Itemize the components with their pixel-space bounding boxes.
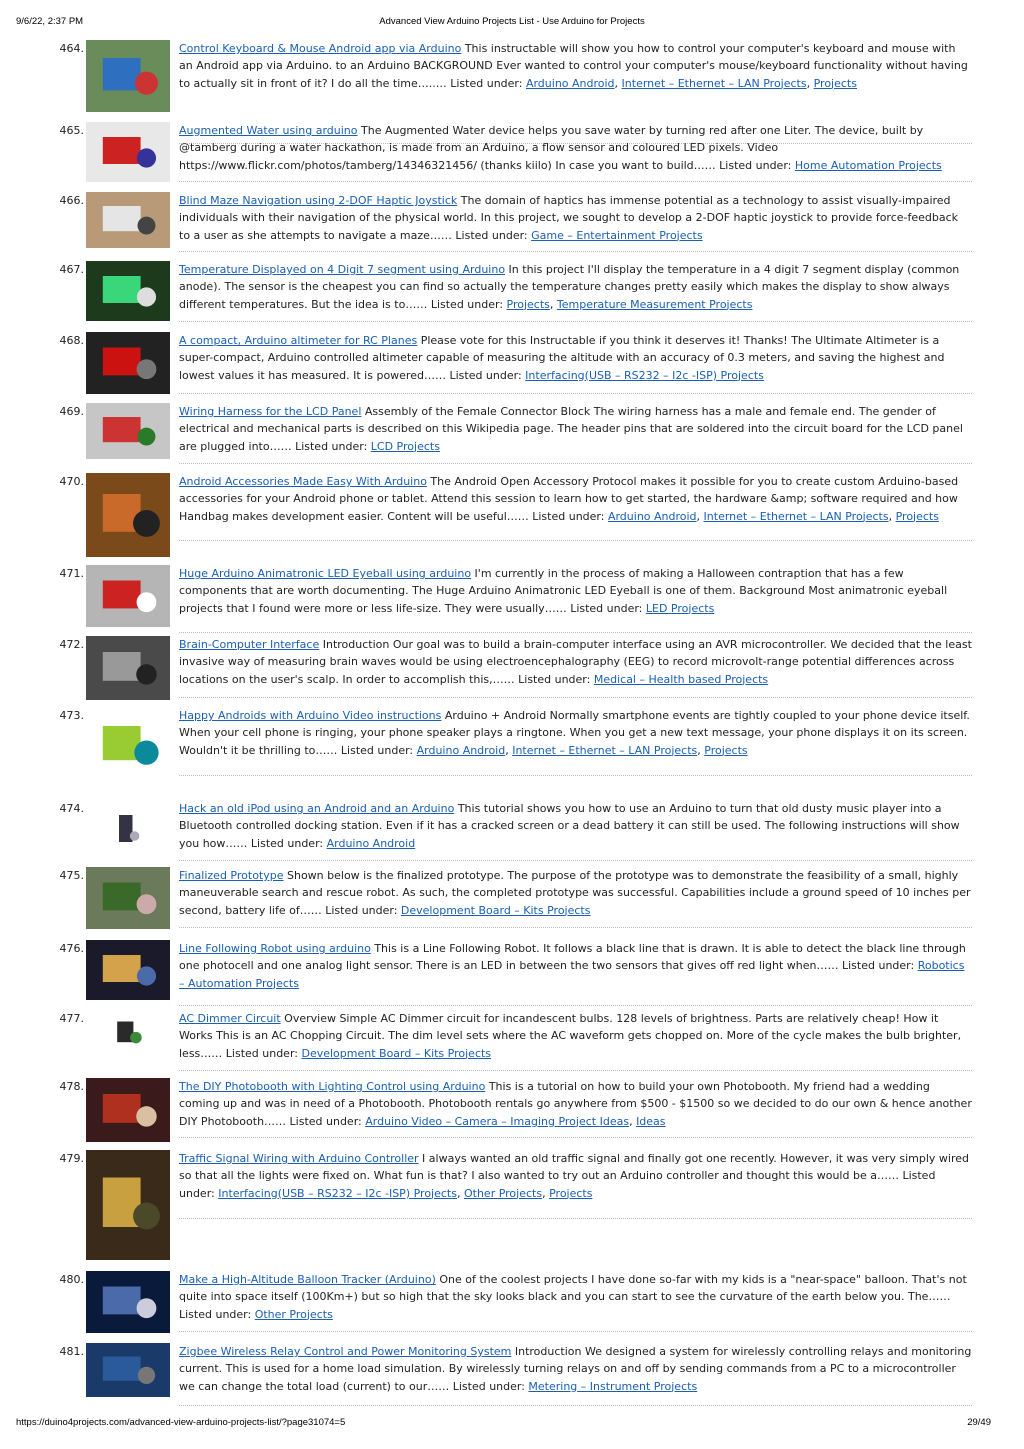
- project-title-link[interactable]: The DIY Photobooth with Lighting Control using Arduino: [179, 1080, 486, 1093]
- category-tag-link[interactable]: Medical – Health based Projects: [593, 672, 769, 686]
- category-tag-link[interactable]: Home Automation Projects: [794, 158, 942, 172]
- category-tag-link[interactable]: Development Board – Kits Projects: [400, 903, 591, 917]
- print-footer: [0, 1417, 1024, 1433]
- item-text: The DIY Photobooth with Lighting Control using Arduino This is a tutorial on how to build your own Photobooth. My friend had a wedding coming up and was in need of a Photobooth. Photobooth rentals go anywhere from $500 - $1500 so we decided to do our own & hence another DIY Photobooth…… Listed under: Arduino Video – Camera – Imaging Project Ideas, Ideas: [179, 1080, 972, 1128]
- category-tag-link[interactable]: Robotics – Automation Projects: [179, 959, 965, 990]
- page-number: 29/49: [967, 1417, 991, 1428]
- print-date: 9/6/22, 2:37 PM: [16, 16, 84, 27]
- item-number: 474.: [59, 802, 84, 815]
- project-description: This is a tutorial on how to build your own Photobooth. My friend had a wedding coming up and was in need of a Photobooth. Photobooth rentals go anywhere from $500 - $1500 so we decided to do our own & hence another DIY Photobooth…… Listed under:: [179, 1080, 972, 1128]
- item-number: 466.: [59, 194, 84, 207]
- divider: [179, 1005, 972, 1006]
- divider: [179, 463, 972, 464]
- category-tag-link[interactable]: Arduino Video – Camera – Imaging Project Ideas: [365, 1114, 630, 1128]
- project-description: This is a Line Following Robot. It follows a black line that is drawn. It is able to detect the black line through one photocell and one analog light sensor. There is an LED in between the two sensors that gives off red light when…… Listed under:: [179, 942, 966, 973]
- category-tag-link[interactable]: Game – Entertainment Projects: [531, 228, 703, 242]
- zigbee-relay-thumbnail[interactable]: [86, 1343, 170, 1397]
- divider: [179, 1331, 972, 1332]
- item-number: 468.: [59, 334, 84, 347]
- item-text: [179, 1271, 972, 1323]
- item-text: Happy Androids with Arduino Video instructions Arduino + Android Normally smartphone events are tightly coupled to your phone device itself. When your cell phone is ringing, your phone speaker plays a ringtone. When you get a new text message, your phone displays it on its screen. Wouldn't it be thrilling to…… Listed under: Arduino Android, Internet – Ethernet – LAN Projects, Projects: [179, 709, 970, 757]
- item-number: 470.: [59, 475, 84, 488]
- project-title-link[interactable]: Hack an old iPod using an Android and an Arduino: [179, 802, 455, 815]
- project-title-link[interactable]: A compact, Arduino altimeter for RC Planes: [179, 334, 418, 347]
- project-title-link[interactable]: Wiring Harness for the LCD Panel: [179, 405, 362, 418]
- item-text: [179, 1010, 972, 1062]
- category-tag-link[interactable]: Other Projects: [463, 1186, 543, 1200]
- item-text: Control Keyboard & Mouse Android app via Arduino This instructable will show you how to control your computer's keyboard and mouse with an Android app via Arduino. to an Arduino BACKGROUND Ever wanted to control your computer's mouse/keyboard functionality without having to actually sit in front of it? I do all the time…..… Listed under: Arduino Android, Internet – Ethernet – LAN Projects, Projects: [179, 42, 968, 90]
- item-number: 477.: [59, 1012, 84, 1025]
- item-text: [179, 636, 972, 688]
- page-url: https://duino4projects.com/advanced-view-arduino-projects-list/?page31074=5: [16, 1417, 346, 1428]
- project-title-link[interactable]: Blind Maze Navigation using 2-DOF Haptic Joystick: [179, 194, 458, 207]
- traffic-signal-thumbnail[interactable]: [86, 1150, 170, 1260]
- item-text: Traffic Signal Wiring with Arduino Controller I always wanted an old traffic signal and finally got one recently. However, it was very simply wired so that all the lights were fixed on. What fun is that? I also wanted to try out an Arduino controller and thought this would be a…… Listed under: Interfacing(USB – RS232 – I2c -ISP) Projects, Other Projects, Projects: [179, 1152, 970, 1200]
- 7-segment-temperature-thumbnail[interactable]: [86, 261, 170, 321]
- divider: [179, 775, 972, 776]
- ipod-hack-thumbnail[interactable]: [113, 800, 143, 860]
- category-tag-link[interactable]: Internet – Ethernet – LAN Projects: [621, 76, 807, 90]
- project-description: This tutorial shows you how to use an Arduino to turn that old dusty music player into a Bluetooth controlled docking station. Even if it has a cracked screen or a dead battery it can still be used. The following instructions will show you how…… Listed under:: [179, 802, 960, 850]
- item-number: 471.: [59, 567, 84, 580]
- project-title-link[interactable]: Finalized Prototype: [179, 869, 284, 882]
- project-title-link[interactable]: Zigbee Wireless Relay Control and Power Monitoring System: [179, 1345, 512, 1358]
- category-tag-link[interactable]: Arduino Android: [416, 743, 506, 757]
- project-title-link[interactable]: AC Dimmer Circuit: [179, 1012, 281, 1025]
- keyboard-mouse-arduino-thumbnail[interactable]: [86, 40, 170, 112]
- project-description: I always wanted an old traffic signal and finally got one recently. However, it was very simply wired so that all the lights were fixed on. What fun is that? I also wanted to try out an Arduino controller and thought this would be a…… Listed under:: [179, 1152, 970, 1200]
- project-title-link[interactable]: Control Keyboard & Mouse Android app via Arduino: [179, 42, 462, 55]
- item-text: [179, 403, 972, 455]
- balloon-tracker-thumbnail[interactable]: [86, 1271, 170, 1333]
- project-title-link[interactable]: Brain-Computer Interface: [179, 638, 320, 651]
- item-number: 464.: [59, 42, 84, 55]
- project-title-link[interactable]: Android Accessories Made Easy With Arduino: [179, 475, 427, 488]
- brain-computer-thumbnail[interactable]: [86, 636, 170, 700]
- item-number: 473.: [59, 709, 84, 722]
- divider: [179, 251, 972, 252]
- project-description: Introduction We designed a system for wirelessly controlling relays and monitoring current. This is used for a home load simulation. By wirelessly turning relays on and off by sending commands from a PC to a microcontroller we can change the total load (current) to our…… Listed under:: [179, 1345, 972, 1393]
- project-description: This instructable will show you how to control your computer's keyboard and mouse with an Android app via Arduino. to an Arduino BACKGROUND Ever wanted to control your computer's mouse/keyboard functionality without having to actually sit in front of it? I do all the time…..… Listed under:: [179, 42, 968, 90]
- finalized-prototype-thumbnail[interactable]: [86, 867, 170, 929]
- project-description: Assembly of the Female Connector Block The wiring harness has a male and female end. The gender of electrical and mechanical parts is described on this Wikipedia page. The header pins that are soldered into the circuit board for the LCD panel are plugged into…… Listed under:: [179, 405, 963, 453]
- item-number: 476.: [59, 942, 84, 955]
- divider: [179, 632, 972, 633]
- category-tag-link[interactable]: Interfacing(USB – RS232 – I2c -ISP) Projects: [218, 1186, 457, 1200]
- category-tag-link[interactable]: LED Projects: [645, 601, 715, 615]
- divider: [179, 697, 972, 698]
- divider: [179, 393, 972, 394]
- category-tag-link[interactable]: Arduino Android: [607, 509, 697, 523]
- divider: [179, 321, 972, 322]
- haptic-joystick-thumbnail[interactable]: [86, 192, 170, 248]
- divider: [179, 181, 972, 182]
- item-number: 467.: [59, 263, 84, 276]
- category-tag-link[interactable]: Projects: [895, 509, 939, 523]
- category-tag-link[interactable]: Projects: [506, 297, 550, 311]
- project-description: Please vote for this Instructable if you think it deserves it! Thanks! The Ultimate Altimeter is a super-compact, Arduino controlled altimeter capable of measuring the altitude with an accuracy of 0.3 meters, and saving the highest and lowest values it has measured. It is powered…… Listed under:: [179, 334, 945, 382]
- project-description: Shown below is the finalized prototype. The purpose of the prototype was to demonstrate the feasibility of a small, highly maneuverable search and rescue robot. As such, the completed prototype was successful. Capabilities include a ground speed of 10 inches per second, battery life of…… Listed under:: [179, 869, 971, 917]
- project-description: One of the coolest projects I have done so-far with my kids is a "near-space" balloon. That's not quite into space itself (100Km+) but so high that the sky looks black and you can start to see the curvature of the earth below you. The…… Listed under:: [179, 1273, 967, 1321]
- divider: [179, 927, 972, 928]
- altimeter-thumbnail[interactable]: [86, 332, 170, 394]
- item-number: 475.: [59, 869, 84, 882]
- category-tag-link[interactable]: Temperature Measurement Projects: [556, 297, 753, 311]
- ac-dimmer-thumbnail[interactable]: [110, 1010, 146, 1056]
- item-text: Android Accessories Made Easy With Arduino The Android Open Accessory Protocol makes it possible for you to create custom Arduino-based accessories for your Android phone or tablet. Attend this session to learn how to get started, the hardware &amp; software required and how Handbag makes development easier. Content will be useful…… Listed under: Arduino Android, Internet – Ethernet – LAN Projects, Projects: [179, 475, 959, 523]
- project-description: The domain of haptics has immense potential as a technology to assist visually-impaired individuals with their navigation of the physical world. In this project, we sought to develop a 2-DOF haptic joystick to provide force-feedback to a user as she attempts to navigate a maze…… Listed under:: [179, 194, 959, 242]
- project-title-link[interactable]: Temperature Displayed on 4 Digit 7 segment using Arduino: [179, 263, 506, 276]
- project-description: Introduction Our goal was to build a brain-computer interface using an AVR microcontroller. We decided that the least invasive way of measuring brain waves would be using electroencephalography (EEG) to record microvolt-range potential differences across locations on the user's scalp. In order to accomplish this,…… Listed under:: [179, 638, 972, 686]
- happy-androids-thumbnail[interactable]: [86, 707, 170, 783]
- project-title-link[interactable]: Traffic Signal Wiring with Arduino Controller: [179, 1152, 419, 1165]
- project-title-link[interactable]: Make a High-Altitude Balloon Tracker (Arduino): [179, 1273, 436, 1286]
- item-text: Temperature Displayed on 4 Digit 7 segment using Arduino In this project I'll display the temperature in a 4 digit 7 segment display (common anode). The sensor is the cheapest you can find so actually the temperature changes pretty easily which makes the display to show always different temperatures. But the idea is to…… Listed under: Projects, Temperature Measurement Projects: [179, 263, 960, 311]
- item-number: 479.: [59, 1152, 84, 1165]
- divider: [179, 540, 972, 541]
- item-number: 480.: [59, 1273, 84, 1286]
- project-title-link[interactable]: Huge Arduino Animatronic LED Eyeball using arduino: [179, 567, 472, 580]
- page-title: Advanced View Arduino Projects List - Use Arduino for Projects: [379, 16, 645, 27]
- item-text: [179, 122, 972, 174]
- item-number: 472.: [59, 638, 84, 651]
- eyeball-thumbnail[interactable]: [86, 565, 170, 627]
- divider: [179, 1070, 972, 1071]
- project-description: I'm currently in the process of making a Halloween contraption that has a few components that are worth documenting. The Huge Arduino Animatronic LED Eyeball is one of them. Background Most animatronic eyeball projects that I found were more or less life-size. They were usually…… Listed under:: [179, 567, 948, 615]
- item-text: [179, 867, 972, 919]
- line-following-robot-thumbnail[interactable]: [86, 940, 170, 1000]
- project-description: Overview Simple AC Dimmer circuit for incandescent bulbs. 128 levels of brightness. Parts are relatively cheap! How it Works This is an AC Chopping Circuit. The dim level sets where the AC waveform gets chopped on. More of the cycle makes the bulb brighter, less…… Listed under:: [179, 1012, 962, 1060]
- divider: [179, 1137, 972, 1138]
- project-description: In this project I'll display the temperature in a 4 digit 7 segment display (common anode). The sensor is the cheapest you can find so actually the temperature changes pretty easily which makes the display to show always different temperatures. But the idea is to…… Listed under:: [179, 263, 960, 311]
- divider: [179, 1405, 972, 1406]
- category-tag-link[interactable]: Projects: [549, 1186, 593, 1200]
- print-header: [0, 16, 1024, 32]
- item-number: 469.: [59, 405, 84, 418]
- divider: [179, 860, 972, 861]
- item-text: [179, 800, 972, 852]
- item-text: [179, 1343, 972, 1395]
- project-title-link[interactable]: Augmented Water using arduino: [179, 124, 358, 137]
- category-tag-link[interactable]: LCD Projects: [370, 439, 440, 453]
- wiring-harness-thumbnail[interactable]: [86, 403, 170, 459]
- category-tag-link[interactable]: Projects: [704, 743, 748, 757]
- project-description: The Android Open Accessory Protocol makes it possible for you to create custom Arduino-based accessories for your Android phone or tablet. Attend this session to learn how to get started, the hardware &amp; software required and how Handbag makes development easier. Content will be useful…… Listed under:: [179, 475, 959, 523]
- project-description: The Augmented Water device helps you save water by turning red after one Liter. The device, built by @tamberg during a water hackathon, is made from an Arduino, a flow sensor and coloured LED pixels. Video https://www.flickr.com/photos/tamberg/14346321456/ (thanks kiilo) In case you want to build…… Listed under:: [179, 124, 924, 172]
- category-tag-link[interactable]: Arduino Android: [525, 76, 615, 90]
- project-title-link[interactable]: Happy Androids with Arduino Video instructions: [179, 709, 442, 722]
- category-tag-link[interactable]: Ideas: [636, 1114, 666, 1128]
- category-tag-link[interactable]: Internet – Ethernet – LAN Projects: [512, 743, 698, 757]
- item-number: 481.: [59, 1345, 84, 1358]
- augmented-water-thumbnail[interactable]: [86, 122, 170, 182]
- item-number: 478.: [59, 1080, 84, 1093]
- category-tag-link[interactable]: Other Projects: [254, 1307, 333, 1321]
- category-tag-link[interactable]: Interfacing(USB – RS232 – I2c -ISP) Projects: [525, 368, 764, 382]
- divider: [179, 1218, 972, 1219]
- category-tag-link[interactable]: Internet – Ethernet – LAN Projects: [703, 509, 889, 523]
- category-tag-link[interactable]: Projects: [813, 76, 857, 90]
- item-number: 465.: [59, 124, 84, 137]
- item-text: [179, 192, 972, 244]
- category-tag-link[interactable]: Development Board – Kits Projects: [301, 1046, 492, 1060]
- item-text: [179, 565, 972, 617]
- category-tag-link[interactable]: Metering – Instrument Projects: [528, 1379, 698, 1393]
- item-text: [179, 940, 972, 992]
- category-tag-link[interactable]: Arduino Android: [326, 836, 416, 850]
- android-accessories-thumbnail[interactable]: [86, 473, 170, 557]
- project-description: Arduino + Android Normally smartphone events are tightly coupled to your phone device itself. When your cell phone is ringing, your phone speaker plays a ringtone. When you get a new text message, your phone displays it on its screen. Wouldn't it be thrilling to…… Listed under:: [179, 709, 970, 757]
- item-text: [179, 332, 972, 384]
- photobooth-thumbnail[interactable]: [86, 1078, 170, 1142]
- project-title-link[interactable]: Line Following Robot using arduino: [179, 942, 371, 955]
